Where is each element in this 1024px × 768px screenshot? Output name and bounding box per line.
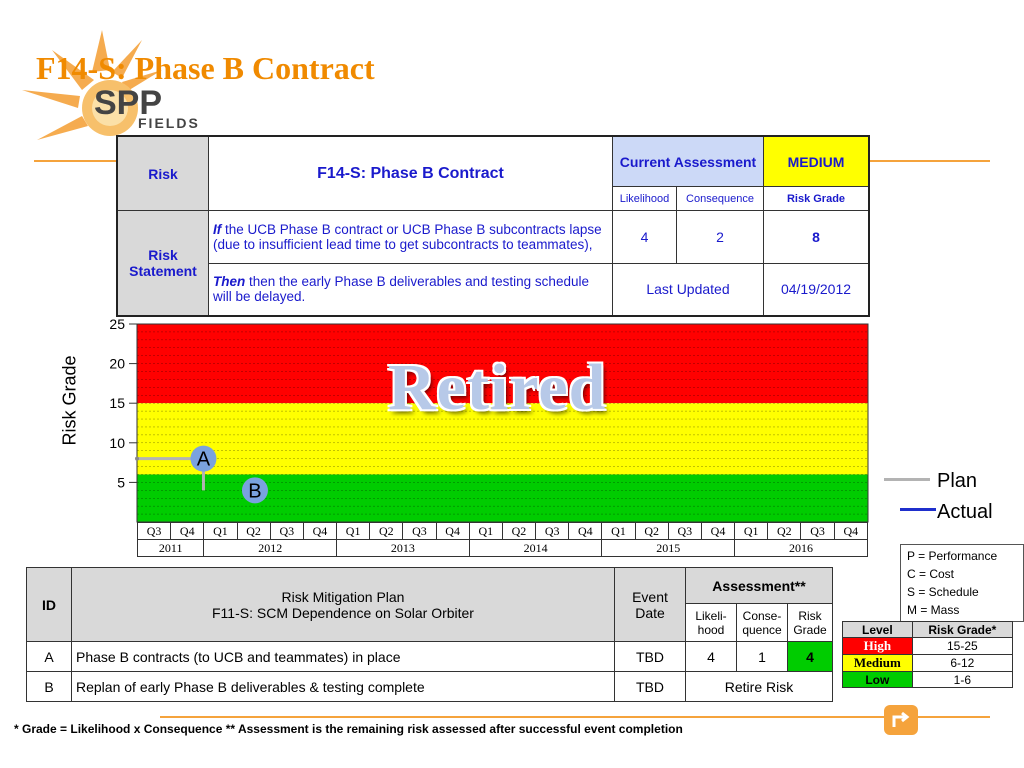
row-date: TBD bbox=[615, 672, 686, 702]
col-consequence-sub: Conse-quence bbox=[737, 604, 788, 642]
row-id: A bbox=[27, 642, 72, 672]
if-text: the UCB Phase B contract or UCB Phase B subcontracts lapse (due to insufficient lead time to get subcontracts to teammates), bbox=[213, 222, 602, 253]
logo-text-bottom: FIELDS bbox=[138, 115, 200, 131]
series-start-point bbox=[135, 457, 139, 461]
row-likelihood: 4 bbox=[686, 642, 737, 672]
return-icon[interactable] bbox=[884, 705, 918, 735]
risk-statement-label: Risk Statement bbox=[117, 211, 209, 316]
level-header: Level bbox=[843, 622, 913, 638]
quarter-tick: Q1 bbox=[204, 523, 237, 540]
year-tick: 2012 bbox=[204, 540, 337, 557]
risk-level-table bbox=[842, 621, 1013, 688]
year-tick: 2013 bbox=[337, 540, 470, 557]
quarter-tick: Q2 bbox=[370, 523, 403, 540]
grade-header: Risk Grade* bbox=[912, 622, 1012, 638]
plan-header bbox=[72, 568, 615, 642]
then-statement bbox=[209, 263, 613, 316]
last-updated-label: Last Updated bbox=[613, 263, 764, 316]
risk-summary-table bbox=[116, 135, 870, 317]
table-row bbox=[27, 672, 833, 702]
row-retire: Retire Risk bbox=[686, 672, 833, 702]
row-consequence: 1 bbox=[737, 642, 788, 672]
quarter-tick: Q4 bbox=[303, 523, 336, 540]
row-grade: 4 bbox=[788, 642, 833, 672]
logo-text-top: SPP bbox=[94, 84, 163, 122]
page-title: F14-S: Phase B Contract bbox=[36, 50, 375, 86]
year-row bbox=[138, 540, 868, 557]
timeline-axis bbox=[137, 522, 868, 557]
row-date: TBD bbox=[615, 642, 686, 672]
year-tick: 2015 bbox=[602, 540, 735, 557]
col-assessment: Assessment** bbox=[686, 568, 833, 604]
col-consequence: Consequence bbox=[677, 187, 764, 211]
quarter-tick: Q1 bbox=[469, 523, 502, 540]
level-medium: Medium bbox=[843, 655, 913, 672]
header-rule-left bbox=[34, 160, 118, 162]
quarter-tick: Q4 bbox=[834, 523, 867, 540]
plan-title: Risk Mitigation Plan bbox=[281, 588, 405, 605]
key-line: M = Mass bbox=[907, 603, 960, 617]
then-text: then the early Phase B deliverables and testing schedule will be delayed. bbox=[213, 274, 589, 305]
quarter-tick: Q3 bbox=[668, 523, 701, 540]
col-risk-grade: Risk Grade bbox=[764, 187, 870, 211]
col-event-date: Event Date bbox=[615, 568, 686, 642]
last-updated-value: 04/19/2012 bbox=[764, 263, 870, 316]
quarter-tick: Q3 bbox=[270, 523, 303, 540]
quarter-tick: Q3 bbox=[138, 523, 171, 540]
legend-actual-label: Actual bbox=[937, 501, 993, 523]
y-tick-label: 20 bbox=[109, 355, 125, 372]
event-label-b: B bbox=[248, 480, 262, 503]
plan-subtitle: F11-S: SCM Dependence on Solar Orbiter bbox=[212, 604, 474, 621]
level-high: High bbox=[843, 638, 913, 655]
risk-title: F14-S: Phase B Contract bbox=[209, 136, 613, 211]
row-id: B bbox=[27, 672, 72, 702]
risk-label: Risk bbox=[117, 136, 209, 211]
quarter-tick: Q1 bbox=[735, 523, 768, 540]
event-label-a: A bbox=[196, 448, 211, 471]
quarter-tick: Q3 bbox=[801, 523, 834, 540]
quarter-tick: Q2 bbox=[768, 523, 801, 540]
quarter-tick: Q4 bbox=[569, 523, 602, 540]
quarter-tick: Q2 bbox=[502, 523, 535, 540]
col-id: ID bbox=[27, 568, 72, 642]
level-high-grade: 15-25 bbox=[912, 638, 1012, 655]
then-keyword: Then bbox=[213, 274, 246, 290]
col-likelihood: Likelihood bbox=[613, 187, 677, 211]
quarter-row bbox=[138, 523, 868, 540]
quarter-tick: Q4 bbox=[436, 523, 469, 540]
risk-grade-value: 8 bbox=[764, 211, 870, 264]
row-desc: Replan of early Phase B deliverables & testing complete bbox=[72, 672, 615, 702]
retired-watermark: Retired bbox=[388, 351, 607, 424]
current-assessment-value: MEDIUM bbox=[764, 136, 870, 187]
year-tick: 2014 bbox=[469, 540, 602, 557]
y-tick-label: 10 bbox=[109, 434, 125, 451]
quarter-tick: Q4 bbox=[171, 523, 204, 540]
footer-rule bbox=[160, 716, 990, 718]
y-axis-label: Risk Grade bbox=[59, 355, 80, 446]
quarter-tick: Q1 bbox=[602, 523, 635, 540]
consequence-value: 2 bbox=[677, 211, 764, 264]
category-key bbox=[900, 544, 1024, 622]
col-likelihood-sub: Likeli-hood bbox=[686, 604, 737, 642]
table-row bbox=[27, 642, 833, 672]
quarter-tick: Q2 bbox=[237, 523, 270, 540]
legend-actual-swatch bbox=[900, 508, 936, 511]
footnote: * Grade = Likelihood x Consequence ** Assessment is the remaining risk assessed after successful event completion bbox=[14, 722, 683, 736]
likelihood-value: 4 bbox=[613, 211, 677, 264]
quarter-tick: Q3 bbox=[536, 523, 569, 540]
level-low-grade: 1-6 bbox=[912, 672, 1012, 688]
quarter-tick: Q2 bbox=[635, 523, 668, 540]
level-medium-grade: 6-12 bbox=[912, 655, 1012, 672]
quarter-tick: Q3 bbox=[403, 523, 436, 540]
y-tick-label: 25 bbox=[109, 318, 125, 332]
key-line: S = Schedule bbox=[907, 585, 979, 599]
key-line: P = Performance bbox=[907, 549, 998, 563]
year-tick: 2016 bbox=[735, 540, 868, 557]
y-tick-label: 5 bbox=[117, 474, 125, 491]
if-statement bbox=[209, 211, 613, 264]
header-rule-right bbox=[870, 160, 990, 162]
spp-fields-logo bbox=[22, 30, 232, 150]
legend-plan-swatch bbox=[884, 478, 930, 481]
current-assessment-label: Current Assessment bbox=[613, 136, 764, 187]
quarter-tick: Q4 bbox=[701, 523, 734, 540]
legend-plan-label: Plan bbox=[937, 470, 978, 492]
if-keyword: If bbox=[213, 222, 222, 238]
level-low: Low bbox=[843, 672, 913, 688]
row-desc: Phase B contracts (to UCB and teammates) in place bbox=[72, 642, 615, 672]
key-line: C = Cost bbox=[907, 567, 955, 581]
year-tick: 2011 bbox=[138, 540, 204, 557]
col-grade-sub: Risk Grade bbox=[788, 604, 833, 642]
y-tick-label: 15 bbox=[109, 395, 125, 412]
quarter-tick: Q1 bbox=[337, 523, 370, 540]
mitigation-table bbox=[26, 567, 833, 702]
